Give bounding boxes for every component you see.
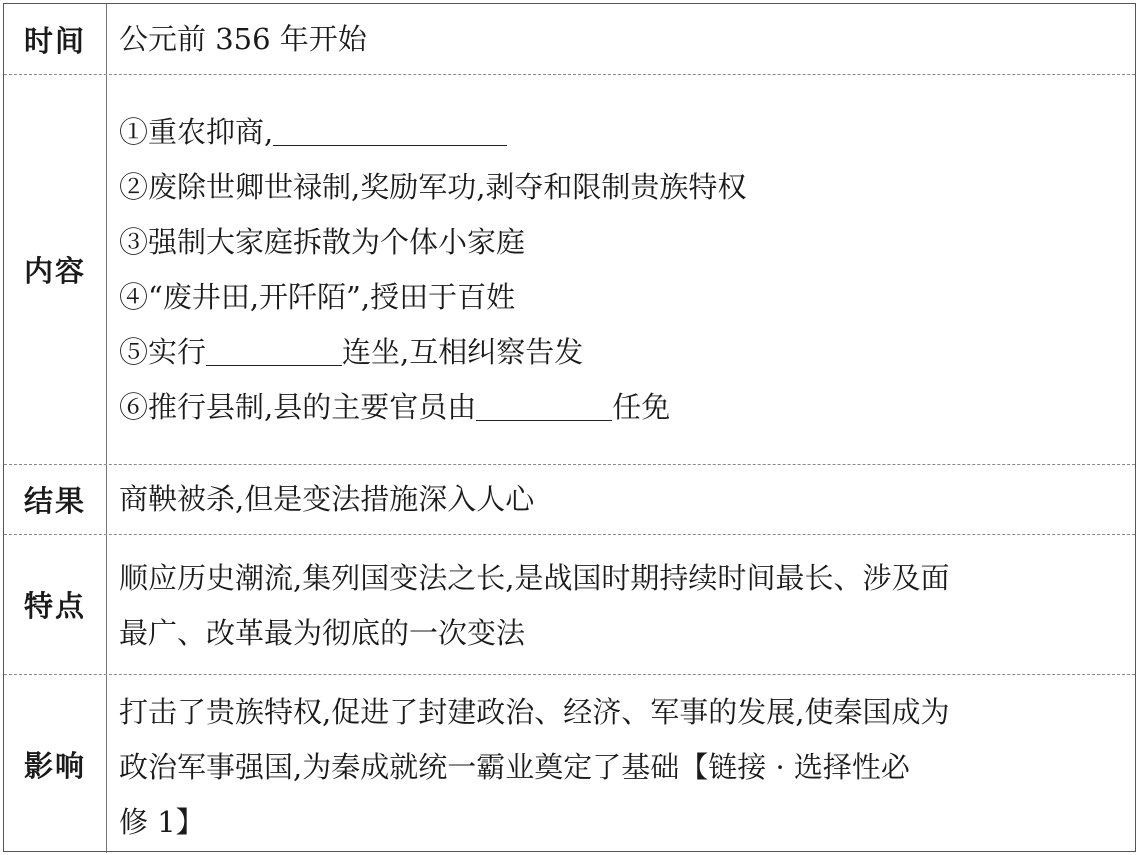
row-time	[4, 4, 1135, 75]
fill-blank-3[interactable]	[476, 380, 612, 421]
row-body-impact	[107, 675, 1135, 853]
row-impact	[4, 675, 1135, 853]
impact-line-1: 打击了贵族特权,促进了封建政治、经济、军事的发展,使秦国成为	[119, 695, 950, 729]
content-item-4: ④“废井田,开阡陌”,授田于百姓	[119, 280, 516, 314]
row-head-content: 内容	[4, 75, 107, 464]
row-body-features	[107, 535, 1135, 674]
fill-blank-1[interactable]	[273, 105, 507, 146]
content-item-5: ⑤实行 连坐,互相纠察告发	[119, 325, 1135, 380]
row-head-result: 结果	[4, 465, 107, 534]
content-item-6: ⑥推行县制,县的主要官员由 任免	[119, 380, 1135, 435]
impact-line-2: 政治军事强国,为秦成就统一霸业奠定了基础【链接 · 选择性必	[119, 750, 910, 784]
fill-blank-2[interactable]	[206, 325, 342, 366]
row-body-content	[107, 75, 1135, 464]
row-head-features: 特点	[4, 535, 107, 674]
reform-table	[3, 3, 1136, 852]
row-content	[4, 75, 1135, 465]
row-body-time	[107, 4, 1135, 74]
time-text: 公元前 356 年开始	[119, 22, 367, 56]
row-body-result	[107, 465, 1135, 534]
row-features	[4, 535, 1135, 675]
impact-line-3: 修 1】	[119, 805, 205, 839]
content-item-2: ②废除世卿世禄制,奖励军功,剥夺和限制贵族特权	[119, 170, 747, 204]
row-head-impact: 影响	[4, 675, 107, 853]
row-head-time: 时间	[4, 4, 107, 74]
features-line-1: 顺应历史潮流,集列国变法之长,是战国时期持续时间最长、涉及面	[119, 561, 950, 595]
row-result	[4, 465, 1135, 535]
result-text: 商鞅被杀,但是变法措施深入人心	[119, 482, 535, 516]
content-item-3: ③强制大家庭拆散为个体小家庭	[119, 225, 526, 259]
features-line-2: 最广、改革最为彻底的一次变法	[119, 616, 526, 650]
content-item-1: ①重农抑商,	[119, 105, 1135, 160]
